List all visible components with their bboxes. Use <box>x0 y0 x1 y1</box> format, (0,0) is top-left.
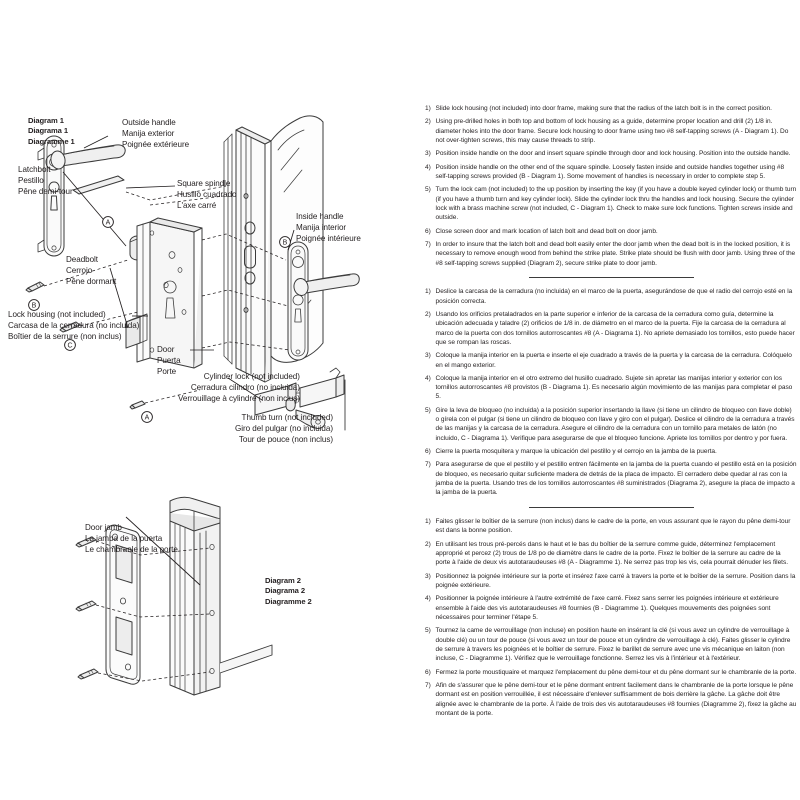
callout-inside-handle-en: Inside handle <box>296 212 344 221</box>
instruction-step <box>425 460 797 497</box>
callout-door-en: Door <box>157 345 175 354</box>
step-text: Fermez la porte moustiquaire et marquez l'emplacement du pêne demi-tour et du pêne dormant sur le chambranle de la porte. <box>435 668 797 676</box>
callout-thumb-turn <box>235 413 333 446</box>
step-number: 3) <box>425 352 431 360</box>
step-text: Coloque la manija interior en la puerta e inserte el eje cuadrado a través de la puerta y la carcasa de la cerradura. Colóquelo en el mango exterior. <box>435 352 792 369</box>
callout-outside-handle-en: Outside handle <box>122 118 176 127</box>
instruction-step <box>425 185 797 222</box>
callout-latchbolt <box>18 165 73 198</box>
step-number: 2) <box>425 311 431 319</box>
callout-square-spindle <box>177 179 237 212</box>
step-number: 2) <box>425 540 431 548</box>
step-number: 2) <box>425 118 431 126</box>
callout-outside-handle <box>122 118 189 151</box>
instruction-step <box>425 572 797 591</box>
callout-thumb-turn-en: Thumb turn (not included) <box>241 413 333 422</box>
step-text: Tournez la came de verrouillage (non incluse) en position haute en insérant la clé (si vous avez un cylindre de verrouillage à double clé) ou un tour de pouce (si vous avez un tour de pouce et un cylindre de verrouillage à clé). Faites glisser le cylindre de serrure à travers les poignées et le boîtier de serrure. Fixez le barillet de serrure avec une vis mécanique en laiton (non incluse, C - Diagramme 1). Vérifiez que le verrouillage fonctionne. Serrez les vis à l'intérieur et à l'extérieur. <box>435 627 791 663</box>
step-text: Position inside handle on the other end of the square spindle. Loosely fasten inside and outside handles together using #8 self-tapping screws provided (B - Diagram 1). Some movement of handles is necessary in order to complete step 5. <box>435 163 785 180</box>
instruction-step <box>425 351 797 370</box>
instruction-step <box>425 310 797 347</box>
step-number: 3) <box>425 150 431 158</box>
step-text: In order to insure that the latch bolt and dead bolt easily enter the door jamb when the dead bolt is in the locked position, it is necessary to remove enough wood from behind the strike plate. Strike plate should be flush with door jamb. Using three of the #8 self-tapping screws supplied (Diagram 2), secure strike plate to door jamb. <box>435 240 796 267</box>
step-number: 5) <box>425 627 431 635</box>
instruction-step <box>425 626 797 663</box>
svg-text:B: B <box>282 239 288 247</box>
step-number: 1) <box>425 105 431 112</box>
callout-cylinder-lock <box>178 372 300 405</box>
diagram-1-caption-es: Diagrama 1 <box>28 126 68 136</box>
callout-inside-handle <box>296 212 361 245</box>
callout-deadbolt-fr: Pêne dormant <box>66 276 117 286</box>
step-text: Slide lock housing (not included) into door frame, making sure that the radius of the latch bolt is in the correct position. <box>435 105 772 112</box>
instructions-french <box>425 517 797 718</box>
diagram-1-caption-fr: Diagramme 1 <box>28 136 75 146</box>
instruction-step <box>425 240 797 268</box>
callout-door-jamb-en: Door jamb <box>85 523 122 532</box>
step-text: En utilisant les trous pré-percés dans le haut et le bas du boîtier de la serrure comme guide, déterminez l'emplacement approprié et percez (2) trous de 1/8 po de diamètre dans le cadre de la porte. Fixez le boîtier de la serrure au cadre de la porte à l'aide de deux vis autotaraudeuses #8 (A - Diagramme 1). Ne serrez pas trop les vis, cela pourrait dénuder les filets. <box>435 540 788 567</box>
callout-outside-handle-es: Manija exterior <box>122 128 175 138</box>
step-number: 1) <box>425 288 431 296</box>
callout-inside-handle-es: Manija interior <box>296 222 347 232</box>
instructions-spanish <box>425 287 797 497</box>
callout-cylinder-lock-es: Cerradura cilindro (no incluida) <box>190 382 300 392</box>
instruction-step <box>425 104 797 113</box>
instruction-step <box>425 117 797 145</box>
instruction-step <box>425 287 797 306</box>
diagram-1-caption <box>28 116 75 147</box>
callout-deadbolt-es: Cerrojo <box>66 265 93 275</box>
diagram-2-caption-es: Diagrama 2 <box>265 586 305 596</box>
diagram-2-caption <box>265 576 312 607</box>
instruction-step <box>425 149 797 158</box>
callout-lock-housing <box>8 310 139 343</box>
step-number: 6) <box>425 448 431 456</box>
svg-text:B: B <box>31 302 37 310</box>
callout-latchbolt-en: Latchbolt <box>18 165 51 174</box>
callout-thumb-turn-es: Giro del pulgar (no incluida) <box>235 423 333 433</box>
step-text: Afin de s'assurer que le pêne demi-tour et le pêne dormant entrent facilement dans le chambranle de la porte lorsque le pêne dormant est en position verrouillée, il est nécessaire d'enlever suffisamment de bois derrière la gâche. La gâche doit être alignée avec le chambranle de la porte. À l'aide de trois des vis autotaraudeuses #8 fournies (Diagramme 2), fixez la gâche au montant de la porte. <box>435 681 797 717</box>
step-number: 4) <box>425 374 431 382</box>
callout-lock-housing-es: Carcasa de la cerradura (no incluida) <box>8 320 140 330</box>
instructions-english <box>425 104 797 268</box>
callout-door-fr: Porte <box>157 366 177 376</box>
step-number: 4) <box>425 163 431 171</box>
diagram-2-caption-en: Diagram 2 <box>265 576 301 585</box>
callout-lock-housing-fr: Boîtier de la serrure (non inclus) <box>8 331 122 341</box>
step-text: Gire la leva de bloqueo (no incluida) a la posición superior insertando la llave (si tiene un cilindro de bloqueo con llave doble) o gírela con el pulgar (si tiene un cilindro de bloqueo con llave y giro con el pulgar). Deslice el cilindro de la cerradura a través de las manijas y la carcasa de la cerradura. Asegure el cilindro de la cerradura con un tornillo para metales de latón (no incluido, C - Diagrama 1). Verifique para asegurarse de que el bloqueo funcione. Apriete los tornillos por dentro y por fuera. <box>435 406 795 442</box>
callout-door-jamb <box>85 523 178 556</box>
callout-square-spindle-en: Square spindle <box>177 179 231 188</box>
callout-door <box>157 345 181 378</box>
callout-thumb-turn-fr: Tour de pouce (non inclus) <box>238 434 333 444</box>
language-divider-2 <box>529 507 694 509</box>
step-number: 7) <box>425 240 431 248</box>
callout-deadbolt <box>66 255 116 288</box>
instruction-step <box>425 594 797 622</box>
instruction-step <box>425 681 797 718</box>
callout-inside-handle-fr: Poignée intérieure <box>296 233 361 243</box>
instruction-step <box>425 406 797 443</box>
step-text: Cierre la puerta mosquitera y marque la ubicación del pestillo y el cerrojo en la jamba de la puerta. <box>435 448 717 456</box>
step-number: 5) <box>425 406 431 414</box>
diagram-2-caption-fr: Diagramme 2 <box>265 596 312 606</box>
instruction-step <box>425 540 797 568</box>
step-number: 5) <box>425 186 431 194</box>
instruction-step <box>425 227 797 236</box>
step-text: Positionner la poignée intérieure à l'autre extrémité de l'axe carré. Fixez sans serrer les poignées intérieure et extérieure ensemble à l'aide des vis autotaraudeuses #8 fournies (B - Diagramme 1). Quelques mouvements des poignées sont nécessaires pour terminer l'étape 5. <box>435 595 779 621</box>
callout-cylinder-lock-en: Cylinder lock (not included) <box>203 372 300 381</box>
step-number: 7) <box>425 681 431 689</box>
step-number: 3) <box>425 572 431 580</box>
language-divider-1 <box>529 277 694 279</box>
step-text: Position inside handle on the door and insert square spindle through door and lock housing. Position into the outside handle. <box>435 150 791 158</box>
step-text: Coloque la manija interior en el otro extremo del husillo cuadrado. Sujete sin apretar las manijas interior y exterior con los tornillos autorroscantes #8 provistos (B - Diagrama 1). Es necesario algún movimiento de las manijas para completar el paso 5. <box>435 374 793 401</box>
svg-text:A: A <box>144 414 150 422</box>
callout-outside-handle-fr: Poignée extérieure <box>122 139 190 149</box>
instruction-step <box>425 668 797 677</box>
instruction-step <box>425 163 797 182</box>
instruction-step <box>425 374 797 402</box>
instruction-step <box>425 517 797 536</box>
callout-square-spindle-es: Husillo cuadrado <box>177 189 237 199</box>
instructions-column <box>425 104 797 722</box>
step-text: Using pre-drilled holes in both top and bottom of lock housing as a guide, determine proper location and drill (2) 1/8 in. diameter holes into the door frame. Secure lock housing to door frame using two #8 self-tapping screws (A - Diagram 1). Do not over-tighten screws, this may cause threads to strip. <box>435 118 789 144</box>
step-text: Para asegurarse de que el pestillo y el pestillo entren fácilmente en la jamba de la puerta cuando el pestillo está en la posición de bloqueo, es necesario quitar suficiente madera de detrás de la placa de impacto. El cerradero debe quedar al ras con la jamba de la puerta. Usando tres de los tornillos autorroscantes #8 suministrados (Diagrama 2), asegure la placa de impacto a la jamba de la puerta. <box>435 461 797 497</box>
callout-door-es: Puerta <box>157 355 181 365</box>
diagram-1-caption-en: Diagram 1 <box>28 116 64 125</box>
step-number: 1) <box>425 518 431 526</box>
callout-door-jamb-fr: Le chambranle de la porte <box>85 544 178 554</box>
diagram-1-drawing <box>0 100 415 460</box>
svg-text:A: A <box>105 219 111 227</box>
step-text: Deslice la carcasa de la cerradura (no incluida) en el marco de la puerta, asegurándose de que el radio del cerrojo esté en la posición correcta. <box>435 288 793 305</box>
callout-latchbolt-es: Pestillo <box>18 175 44 185</box>
step-number: 6) <box>425 227 431 235</box>
instruction-step <box>425 447 797 456</box>
callout-square-spindle-fr: L'axe carré <box>177 200 217 210</box>
callout-door-jamb-es: La jamba de la puerta <box>85 533 163 543</box>
step-number: 7) <box>425 461 431 469</box>
svg-text:C: C <box>67 342 73 350</box>
step-text: Usando los orificios pretaladrados en la parte superior e inferior de la carcasa de la cerradura como guía, determine la ubicación adecuada y taladre (2) orificios de 1/8 in. de diámetro en el marco de la puerta. Fije la carcasa de la cerradura al marco de la puerta con dos tornillos autorroscantes #8 (A - Diagrama 1). No apriete demasiado los tornillos, esto puede hacer que se rompan las roscas. <box>435 311 795 346</box>
callout-cylinder-lock-fr: Verrouillage à cylindre (non inclus) <box>178 393 300 403</box>
step-number: 6) <box>425 668 431 676</box>
diagram-1-figure <box>0 100 415 460</box>
step-text: Positionnez la poignée intérieure sur la porte et insérez l'axe carré à travers la porte et le boîtier de la serrure. Position dans la poignée extérieure. <box>435 572 796 590</box>
callout-latchbolt-fr: Pêne demi-tour <box>18 186 73 196</box>
step-text: Turn the lock cam (not included) to the up position by inserting the key (if you have a double keyed cylinder lock) or thumb turn (if you have a thumb turn and key cylinder lock). Slide the cylinder lock thru the handles and lock housing. Secure the cylinder lock with a brass machine screw (not included, C - Diagram 1). Check to make sure lock functions. Tighten screws inside and outside. <box>435 186 797 222</box>
callout-lock-housing-en: Lock housing (not included) <box>8 310 106 319</box>
step-text: Close screen door and mark location of latch bolt and dead bolt on door jamb. <box>435 227 658 235</box>
step-text: Faites glisser le boîtier de la serrure (non inclus) dans le cadre de la porte, en vous assurant que le rayon du pêne demi-tour est dans la bonne position. <box>435 518 791 535</box>
step-number: 4) <box>425 595 431 603</box>
callout-deadbolt-en: Deadbolt <box>66 255 98 264</box>
